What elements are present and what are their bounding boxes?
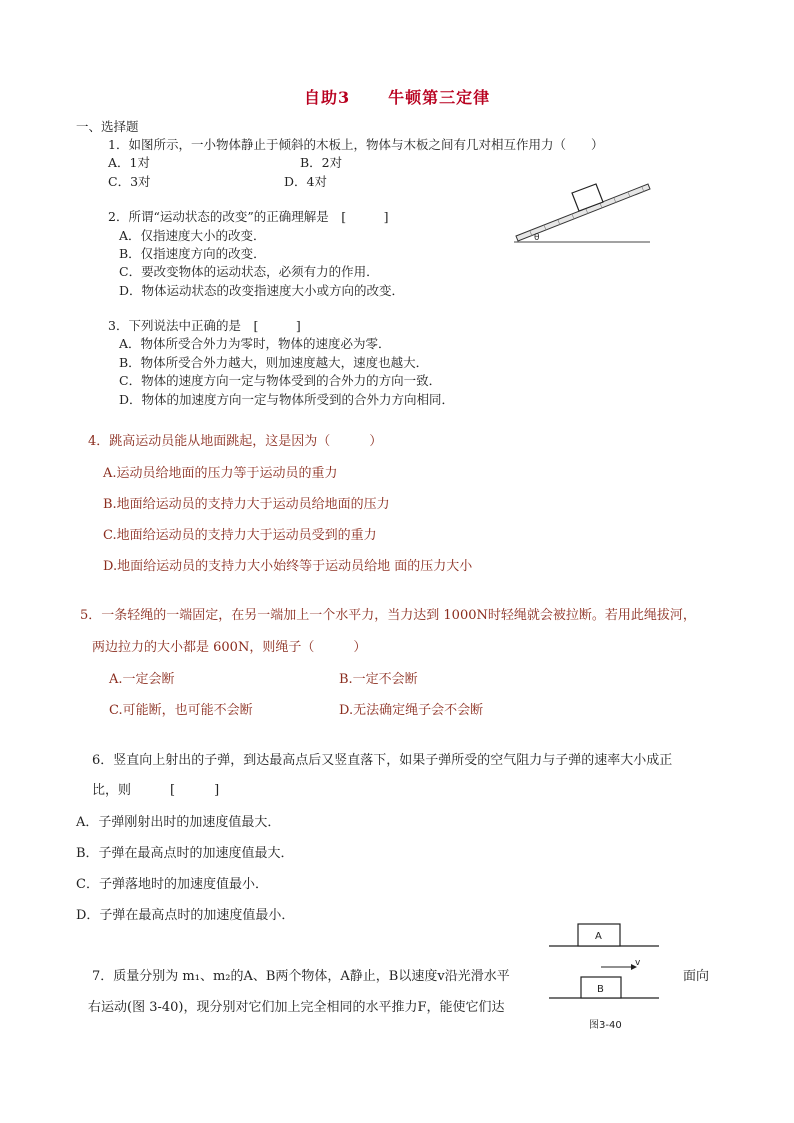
section-heading: 一、选择题	[76, 119, 139, 134]
q3-stem: 3．下列说法中正确的是 [ ]	[108, 318, 301, 333]
q6-option-c: C．子弹落地时的加速度值最小．	[76, 877, 268, 892]
q2-stem: 2．所谓“运动状态的改变”的正确理解是 [ ]	[108, 209, 389, 224]
page-title	[304, 90, 490, 106]
angle-label: θ	[534, 233, 540, 243]
q1-option-c: C．3对	[108, 174, 151, 189]
q7-line-1: 7．质量分别为 m₁、m₂的A、B两个物体，A静止，B以速度v沿光滑水平	[92, 969, 510, 984]
q5-option-c: C.可能断，也可能不会断	[109, 703, 253, 718]
q6-option-d: D．子弹在最高点时的加速度值最小．	[76, 908, 295, 923]
q2-option-a: A．仅指速度大小的改变．	[119, 228, 266, 243]
q4-stem: 4．跳高运动员能从地面跳起，这是因为（ ）	[88, 434, 383, 449]
q5-option-a: A.一定会断	[109, 672, 175, 687]
inclined-board-figure	[510, 180, 656, 250]
block-a-label: A	[595, 931, 602, 942]
block-b-label: B	[597, 984, 604, 995]
title-name: 牛顿第三定律	[388, 88, 491, 107]
q3-option-a: A．物体所受合外力为零时，物体的速度必为零．	[119, 336, 391, 351]
q4-option-b: B.地面给运动员的支持力大于运动员给地面的压力	[103, 497, 390, 512]
q2-option-b: B．仅指速度方向的改变．	[119, 246, 266, 261]
q2-option-d: D．物体运动状态的改变指速度大小或方向的改变．	[119, 283, 405, 298]
q1-option-d: D．4对	[284, 174, 327, 189]
q5-line-1: 5．一条轻绳的一端固定，在另一端加上一个水平力，当力达到 1000N时轻绳就会被拉断。若用此绳拔河，	[80, 608, 696, 623]
q1-option-b: B．2对	[300, 155, 343, 170]
q3-option-b: B．物体所受合外力越大，则加速度越大，速度也越大．	[119, 355, 429, 370]
q2-option-c: C．要改变物体的运动状态，必须有力的作用．	[119, 264, 379, 279]
q6-option-a: A．子弹刚射出时的加速度值最大．	[76, 815, 281, 830]
q5-option-d: D.无法确定绳子会不会断	[339, 703, 484, 718]
q4-option-a: A.运动员给地面的压力等于运动员的重力	[103, 466, 338, 481]
q7-line-2: 右运动(图 3-40)，现分别对它们加上完全相同的水平推力F，能使它们达	[88, 1000, 505, 1015]
title-number: 自助3	[304, 88, 351, 107]
q5-option-b: B.一定不会断	[339, 672, 418, 687]
q6-line-1: 6．竖直向上射出的子弹，到达最高点后又竖直落下，如果子弹所受的空气阻力与子弹的速率大小成正	[92, 753, 673, 768]
blocks-figure	[545, 922, 663, 1034]
q1-stem: 1．如图所示，一小物体静止于倾斜的木板上，物体与木板之间有几对相互作用力（ ）	[108, 137, 604, 152]
q3-option-c: C．物体的速度方向一定与物体受到的合外力的方向一致．	[119, 373, 442, 388]
velocity-label: v	[635, 958, 641, 968]
figure-caption: 图3-40	[589, 1020, 622, 1031]
q4-option-d: D.地面给运动员的支持力大小始终等于运动员给地 面的压力大小	[103, 559, 473, 574]
q7-line-1-tail: 面向	[683, 969, 710, 984]
q5-line-2: 两边拉力的大小都是 600N，则绳子（ ）	[92, 640, 367, 655]
q6-line-2: 比，则 [ ]	[92, 783, 220, 798]
q6-option-b: B．子弹在最高点时的加速度值最大．	[76, 846, 294, 861]
q1-option-a: A．1对	[108, 155, 150, 170]
q4-option-c: C.地面给运动员的支持力大于运动员受到的重力	[103, 528, 377, 543]
q3-option-d: D．物体的加速度方向一定与物体所受到的合外力方向相同．	[119, 392, 455, 407]
